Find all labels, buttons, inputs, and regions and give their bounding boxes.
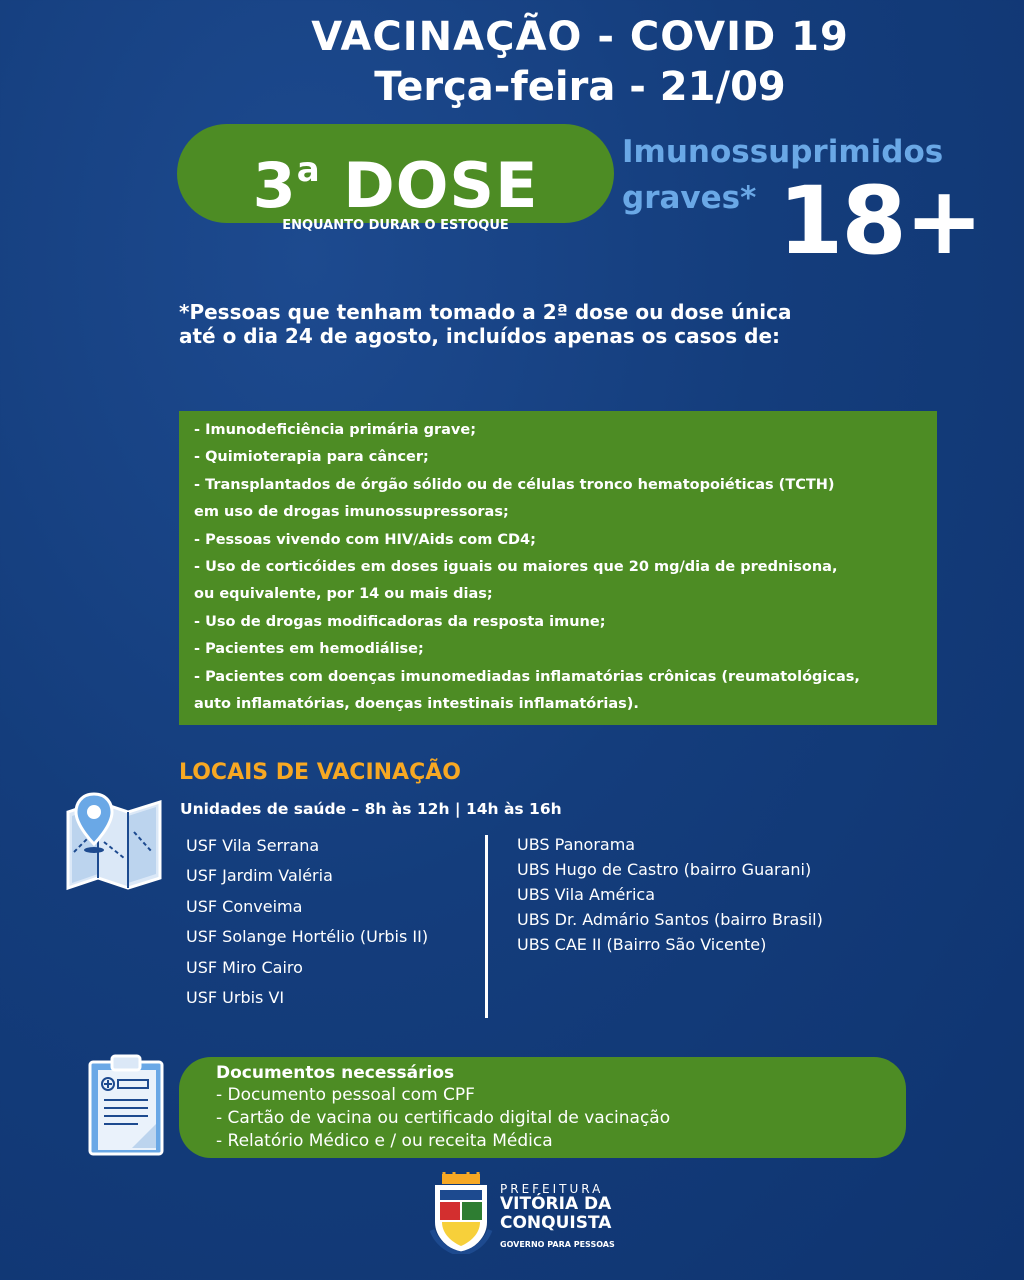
condition-line: em uso de drogas imunossupressoras;: [194, 504, 509, 521]
group-line1: Imunossuprimidos: [622, 134, 944, 170]
condition-line: - Uso de drogas modificadoras da resposta imune;: [194, 613, 606, 630]
condition-line: - Transplantados de órgão sólido ou de células tronco hematopoiéticas (TCTH): [194, 476, 835, 493]
condition-line: - Pacientes com doenças imunomediadas inflamatórias crônicas (reumatológicas,: [194, 668, 860, 685]
list-item: USF Jardim Valéria: [186, 866, 333, 886]
list-item: UBS Panorama: [517, 835, 636, 854]
dose-ordinal: a: [296, 150, 321, 190]
logo-city-line: CONQUISTA: [500, 1213, 612, 1233]
coat-of-arms-icon: [428, 1172, 494, 1254]
condition-line: - Imunodeficiência primária grave;: [194, 422, 477, 438]
list-item: USF Vila Serrana: [186, 836, 320, 855]
list-item: USF Solange Hortélio (Urbis II): [186, 927, 429, 947]
usf-list: [186, 832, 428, 1014]
city-logo: [428, 1172, 628, 1256]
documents-box: [179, 1057, 906, 1158]
condition-line: - Pessoas vivendo com HIV/Aids com CD4;: [194, 531, 536, 548]
list-item: USF Miro Cairo: [186, 957, 303, 977]
dose-heading: [177, 124, 614, 224]
note-line: *Pessoas que tenham tomado a 2ª dose ou dose única: [179, 300, 792, 324]
dose-subtitle: ENQUANTO DURAR O ESTOQUE: [282, 218, 509, 233]
ubs-list: [517, 832, 823, 957]
eligibility-note: [179, 300, 899, 348]
logo-city-line: VITÓRIA DA: [500, 1194, 612, 1214]
condition-line: - Quimioterapia para câncer;: [194, 449, 429, 466]
list-item: USF Conveima: [186, 896, 303, 916]
document-item: - Documento pessoal com CPF: [216, 1085, 475, 1105]
list-item: UBS Hugo de Castro (bairro Guarani): [517, 860, 812, 879]
document-item: - Relatório Médico e / ou receita Médica: [216, 1131, 553, 1151]
note-line: até o dia 24 de agosto, incluídos apenas os casos de:: [179, 324, 781, 348]
list-item: USF Urbis VI: [186, 987, 285, 1007]
group-line2: graves*: [622, 180, 757, 216]
age-label: 18+: [778, 167, 982, 276]
dose-number: 3: [252, 149, 297, 222]
clipboard-icon: [86, 1052, 166, 1158]
list-item: UBS Vila América: [517, 885, 656, 904]
logo-city-name: [500, 1195, 611, 1233]
conditions-box: [179, 411, 937, 725]
condition-line: ou equivalente, por 14 ou mais dias;: [194, 586, 493, 603]
condition-line: - Pacientes em hemodiálise;: [194, 641, 424, 658]
dose-label: DOSE: [343, 149, 539, 222]
title-line1: VACINAÇÃO - COVID 19: [311, 14, 849, 60]
column-divider: [485, 835, 488, 1018]
logo-slogan: GOVERNO PARA PESSOAS: [500, 1240, 615, 1249]
condition-line: auto inflamatórias, doenças intestinais inflamatórias).: [194, 696, 639, 713]
dose-badge: [177, 124, 614, 233]
locations-title: LOCAIS DE VACINAÇÃO: [179, 760, 461, 785]
document-item: - Cartão de vacina ou certificado digital de vacinação: [216, 1108, 671, 1128]
title-line2: Terça-feira - 21/09: [374, 64, 786, 110]
list-item: UBS Dr. Admário Santos (bairro Brasil): [517, 910, 823, 929]
list-item: UBS CAE II (Bairro São Vicente): [517, 935, 767, 954]
logo-prefeitura: PREFEITURA: [500, 1182, 604, 1196]
map-pin-icon: [64, 792, 164, 892]
condition-line: - Uso de corticóides em doses iguais ou maiores que 20 mg/dia de prednisona,: [194, 559, 838, 576]
locations-hours: Unidades de saúde – 8h às 12h | 14h às 16h: [180, 800, 562, 818]
documents-title: Documentos necessários: [216, 1063, 455, 1083]
